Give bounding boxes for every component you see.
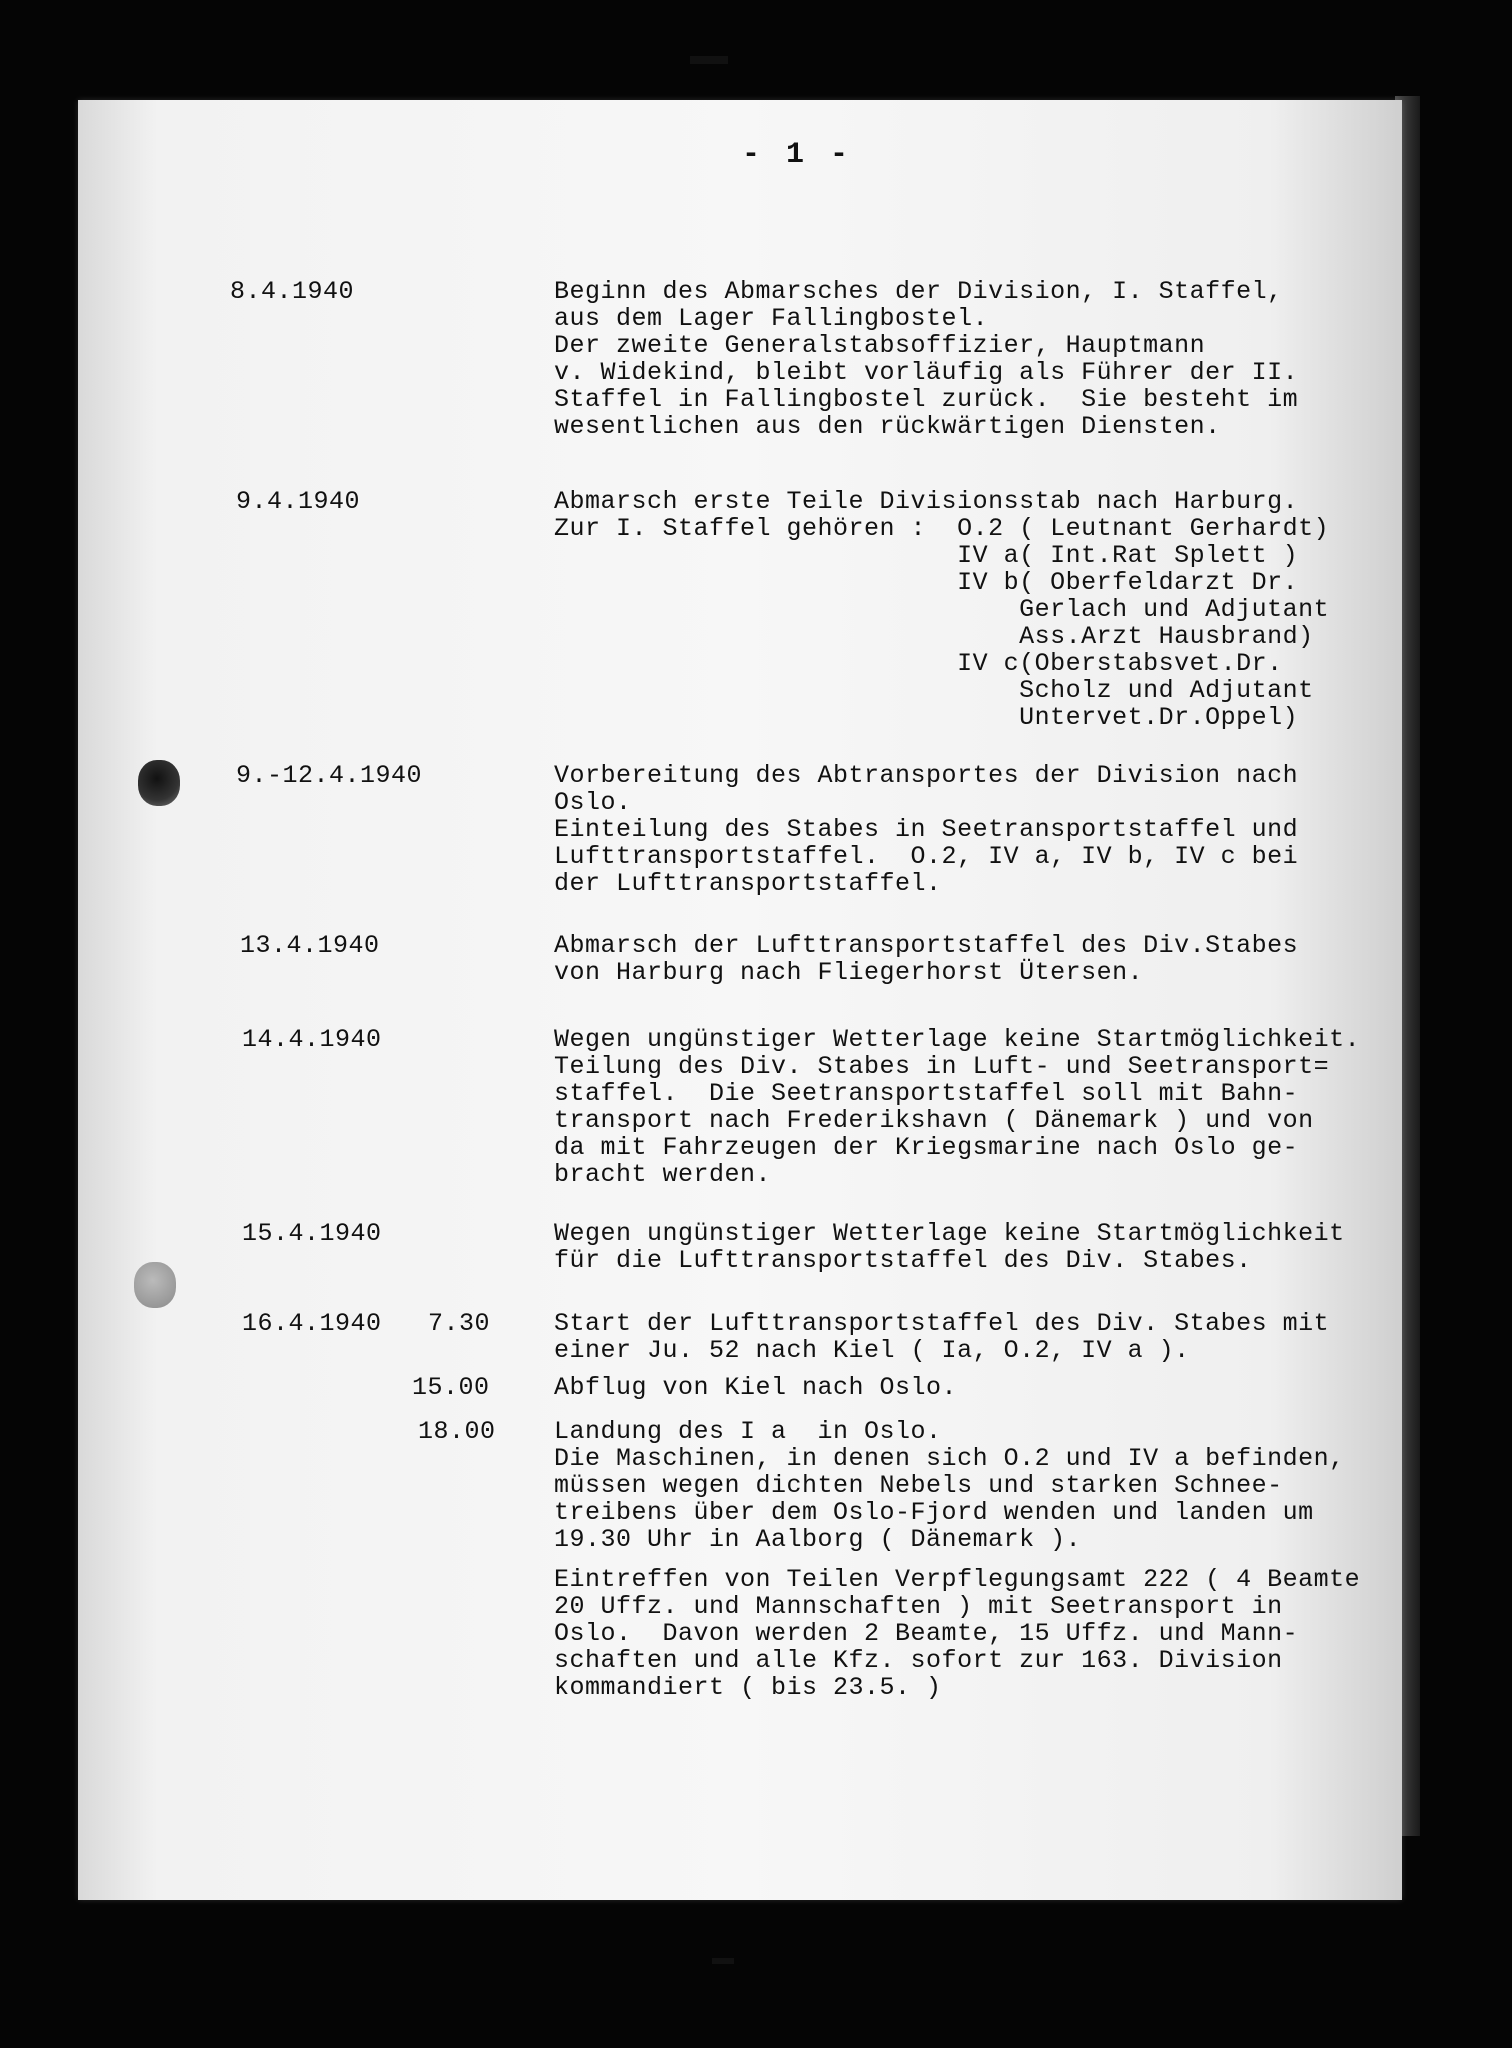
page-number: - 1 - [742,138,853,172]
entry-line: Wegen ungünstiger Wetterlage keine Startmöglichkeit [554,1219,1345,1248]
entry-line: staffel. Die Seetransportstaffel soll mit Bahn- [554,1079,1299,1108]
entry-line: v. Widekind, bleibt vorläufig als Führer der II. [554,358,1299,387]
entry-line: Abmarsch erste Teile Divisionsstab nach Harburg. [554,487,1299,516]
entry-line: Vorbereitung des Abtransportes der Division nach [554,761,1299,790]
entry-line: IV a( Int.Rat Splett ) [554,541,1299,570]
entry-line: Gerlach und Adjutant [554,595,1330,624]
entry-line: treibens über dem Oslo-Fjord wenden und landen um [554,1498,1314,1527]
entry-date: 14.4.1940 [242,1025,382,1054]
entry-date: 15.4.1940 [242,1219,382,1248]
entry-line: müssen wegen dichten Nebels und starken Schnee- [554,1471,1283,1500]
entry-date: 13.4.1940 [240,931,380,960]
film-mark [690,56,728,64]
entry-line: der Lufttransportstaffel. [554,869,942,898]
entry-time: 7.30 [428,1309,491,1338]
entry-line: wesentlichen aus den rückwärtigen Diensten. [554,412,1221,441]
entry-date: 8.4.1940 [230,277,355,306]
entry-line: Wegen ungünstiger Wetterlage keine Startmöglichkeit. [554,1025,1361,1054]
entry-line: Start der Lufttransportstaffel des Div. Stabes mit [554,1309,1330,1338]
entry-line: Eintreffen von Teilen Verpflegungsamt 222 ( 4 Beamte [554,1565,1361,1594]
entry-date: 16.4.1940 [242,1309,382,1338]
entry-line: kommandiert ( bis 23.5. ) [554,1673,942,1702]
entry-line: Staffel in Fallingbostel zurück. Sie besteht im [554,385,1299,414]
punch-hole [134,1262,176,1308]
entry-line: Die Maschinen, in denen sich O.2 und IV a befinden, [554,1444,1345,1473]
entry-line: IV c(Oberstabsvet.Dr. [554,649,1283,678]
entry-line: Lufttransportstaffel. O.2, IV a, IV b, IV c bei [554,842,1299,871]
entry-line: 20 Uffz. und Mannschaften ) mit Seetransport in [554,1592,1283,1621]
entry-line: da mit Fahrzeugen der Kriegsmarine nach Oslo ge- [554,1133,1299,1162]
entry-time: 15.00 [412,1373,490,1402]
entry-date: 9.-12.4.1940 [236,761,423,790]
entry-line: Abflug von Kiel nach Oslo. [554,1373,958,1402]
punch-hole [138,760,180,806]
entry-line: Einteilung des Stabes in Seetransportstaffel und [554,815,1299,844]
entry-line: Oslo. [554,788,632,817]
entry-line: Abmarsch der Lufttransportstaffel des Div.Stabes [554,931,1299,960]
entry-line: einer Ju. 52 nach Kiel ( Ia, O.2, IV a ). [554,1336,1190,1365]
entry-line: bracht werden. [554,1160,772,1189]
entry-time: 18.00 [418,1417,496,1446]
entry-line: transport nach Frederikshavn ( Dänemark ) und von [554,1106,1314,1135]
entry-line: Landung des I a in Oslo. [554,1417,942,1446]
entry-line: aus dem Lager Fallingbostel. [554,304,989,333]
entry-date: 9.4.1940 [236,487,361,516]
entry-line: IV b( Oberfeldarzt Dr. [554,568,1299,597]
entry-line: von Harburg nach Fliegerhorst Ütersen. [554,958,1144,987]
entry-line: schaften und alle Kfz. sofort zur 163. Division [554,1646,1283,1675]
entry-line: für die Lufttransportstaffel des Div. Stabes. [554,1246,1252,1275]
film-mark [712,1958,734,1964]
entry-line: Teilung des Div. Stabes in Luft- und Seetransport= [554,1052,1330,1081]
entry-line: Scholz und Adjutant [554,676,1314,705]
entry-line: Zur I. Staffel gehören : O.2 ( Leutnant Gerhardt) [554,514,1330,543]
entry-line: Oslo. Davon werden 2 Beamte, 15 Uffz. und Mann- [554,1619,1299,1648]
entry-line: Der zweite Generalstabsoffizier, Hauptmann [554,331,1206,360]
entry-line: Untervet.Dr.Oppel) [554,703,1299,732]
entry-line: Beginn des Abmarsches der Division, I. Staffel, [554,277,1283,306]
entry-line: 19.30 Uhr in Aalborg ( Dänemark ). [554,1525,1082,1554]
entry-line: Ass.Arzt Hausbrand) [554,622,1314,651]
